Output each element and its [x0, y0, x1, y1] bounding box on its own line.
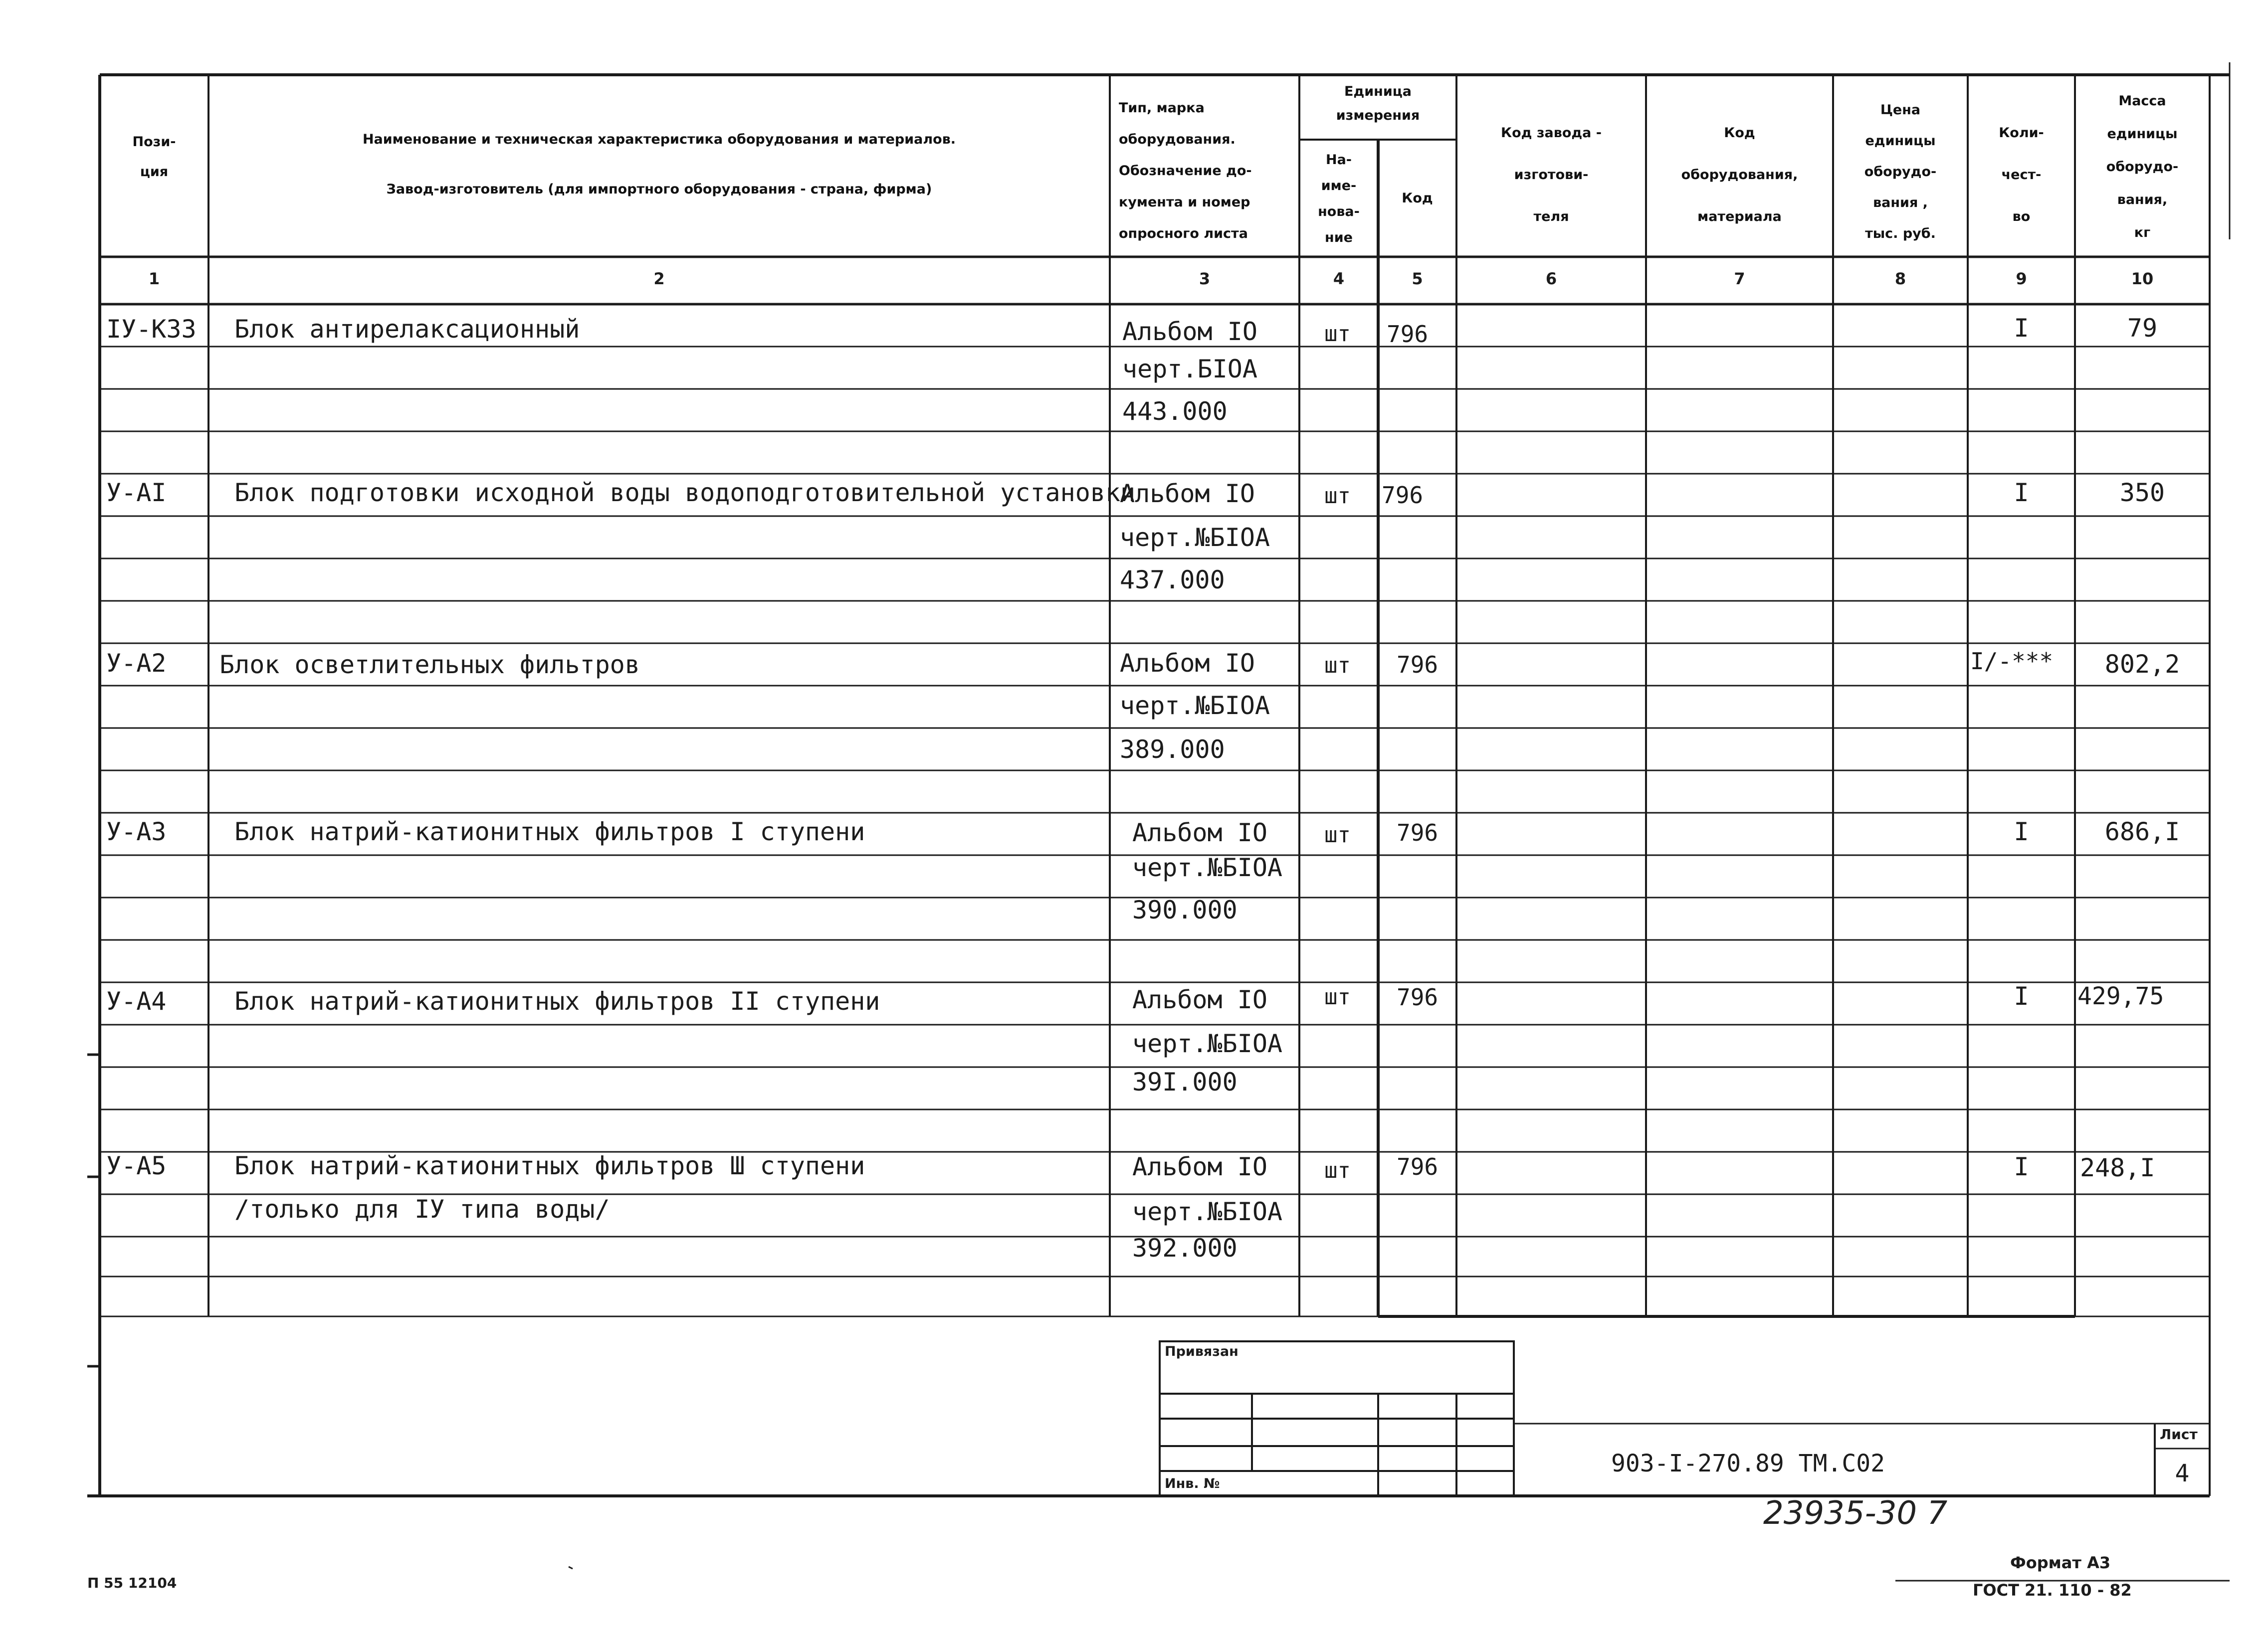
- row-unit-code: 796: [1397, 1153, 1439, 1180]
- row-unit: шт: [1324, 984, 1351, 1010]
- row-type-line: Альбом IO: [1132, 1152, 1267, 1181]
- row-type-line: 39I.000: [1132, 1068, 1237, 1097]
- row-type-line: 392.000: [1132, 1234, 1237, 1263]
- row-mass: 802,2: [2104, 650, 2180, 679]
- row-mass: 686,I: [2104, 817, 2180, 846]
- row-unit-code: 796: [1397, 984, 1439, 1011]
- row-unit-code: 796: [1397, 819, 1439, 846]
- column-number: 5: [1412, 269, 1423, 288]
- row-type-line: 437.000: [1120, 565, 1225, 594]
- row-type-line: черт.№БIOA: [1132, 1029, 1283, 1058]
- row-name: Блок натрий-катионитных фильтров I ступени: [234, 817, 865, 846]
- format-label: Формат А3: [2010, 1553, 2111, 1572]
- header-price: Цена единицы оборудо- вания , тыс. руб.: [1864, 102, 1937, 241]
- row-type-line: черт.№БIOA: [1132, 1197, 1283, 1226]
- sheet-number: 4: [2175, 1460, 2190, 1487]
- row-type-line: черт.№БIOA: [1132, 853, 1283, 882]
- header-quantity: Коли- чест- во: [1999, 125, 2044, 224]
- row-type-line: черт.БIOA: [1122, 355, 1257, 383]
- column-number: 10: [2131, 269, 2154, 288]
- footer-left-code: П 55 12104: [87, 1575, 177, 1591]
- row-quantity: I: [2014, 982, 2029, 1011]
- document-code: 903-I-270.89 ТМ.С02: [1611, 1450, 1885, 1477]
- row-name: Блок антирелаксационный: [234, 315, 580, 344]
- row-quantity: I/-***: [1970, 648, 2054, 675]
- header-name: Наименование и техническая характеристика оборудования и материалов. Завод-изготовитель (для импортного оборудования - страна, фирма): [362, 132, 956, 197]
- handwritten-number: 23935-30 7: [1763, 1495, 1948, 1532]
- row-quantity: I: [2014, 478, 2029, 507]
- row-type-line: 390.000: [1132, 896, 1237, 924]
- row-name: Блок подготовки исходной воды водоподготовительной установки: [234, 478, 1136, 507]
- sheet-label: Лист: [2160, 1426, 2198, 1443]
- row-unit-code: 796: [1387, 321, 1429, 348]
- header-mass: Масса единицы оборудо- вания, кг: [2106, 93, 2179, 240]
- row-type-line: 443.000: [1122, 397, 1228, 426]
- row-type-line: Альбом IO: [1120, 649, 1255, 678]
- column-number: 9: [2016, 269, 2027, 288]
- row-position: У-А2: [106, 649, 167, 678]
- header-type: Тип, марка оборудования. Обозначение до- кумента и номер опросного листа: [1119, 100, 1252, 241]
- row-unit-code: 796: [1397, 651, 1439, 678]
- row-type-line: Альбом IO: [1132, 985, 1267, 1014]
- column-number: 3: [1199, 269, 1211, 288]
- row-name: Блок натрий-катионитных фильтров II ступени: [234, 987, 880, 1016]
- row-quantity: I: [2014, 817, 2029, 846]
- column-number: 4: [1333, 269, 1345, 288]
- row-type-line: Альбом IO: [1120, 479, 1255, 508]
- column-number: 7: [1734, 269, 1745, 288]
- row-position: IУ-К33: [106, 315, 197, 344]
- row-position: У-А5: [106, 1151, 167, 1180]
- row-unit: шт: [1324, 653, 1351, 678]
- row-type-line: черт.№БIOA: [1120, 691, 1270, 720]
- row-mass: 429,75: [2077, 982, 2164, 1010]
- row-mass: 248,I: [2080, 1153, 2155, 1182]
- column-number: 2: [653, 269, 665, 288]
- gost-label: ГОСТ 21. 110 - 82: [1973, 1581, 2132, 1600]
- stamp-inventory-number: Инв. №: [1165, 1476, 1220, 1491]
- header-equipment-code: Код оборудования, материала: [1681, 125, 1798, 224]
- stamp-privyazan: Привязан: [1165, 1344, 1238, 1359]
- row-mass: 79: [2127, 314, 2158, 343]
- row-name: Блок осветлительных фильтров: [219, 650, 640, 679]
- row-type-line: Альбом IO: [1132, 818, 1267, 847]
- row-quantity: I: [2014, 1152, 2029, 1181]
- header-unit-group: Единица измерения: [1336, 84, 1420, 123]
- header-maker-code: Код завода - изготови- теля: [1501, 125, 1602, 224]
- row-mass: 350: [2119, 478, 2165, 507]
- row-unit-code: 796: [1382, 482, 1424, 509]
- column-number: 1: [148, 269, 160, 288]
- row-type-line: 389.000: [1120, 735, 1225, 764]
- row-unit: шт: [1324, 1158, 1351, 1183]
- row-type-line: Альбом IO: [1122, 317, 1257, 346]
- row-unit: шт: [1324, 321, 1351, 347]
- row-quantity: I: [2014, 314, 2029, 343]
- row-unit: шт: [1324, 822, 1351, 848]
- row-name-continuation: /только для IУ типа воды/: [234, 1195, 610, 1224]
- row-type-line: черт.№БIOA: [1120, 523, 1270, 552]
- row-position: У-А4: [106, 987, 167, 1016]
- row-position: У-АI: [106, 478, 167, 507]
- header-position: Пози- ция: [132, 134, 176, 180]
- header-unit-name: На- име- нова- ние: [1318, 152, 1360, 245]
- row-position: У-А3: [106, 817, 167, 846]
- header-unit-code: Код: [1402, 190, 1433, 206]
- column-number: 8: [1894, 269, 1906, 288]
- row-name: Блок натрий-катионитных фильтров Ш ступени: [234, 1151, 865, 1180]
- row-unit: шт: [1324, 483, 1351, 509]
- column-number: 6: [1545, 269, 1557, 288]
